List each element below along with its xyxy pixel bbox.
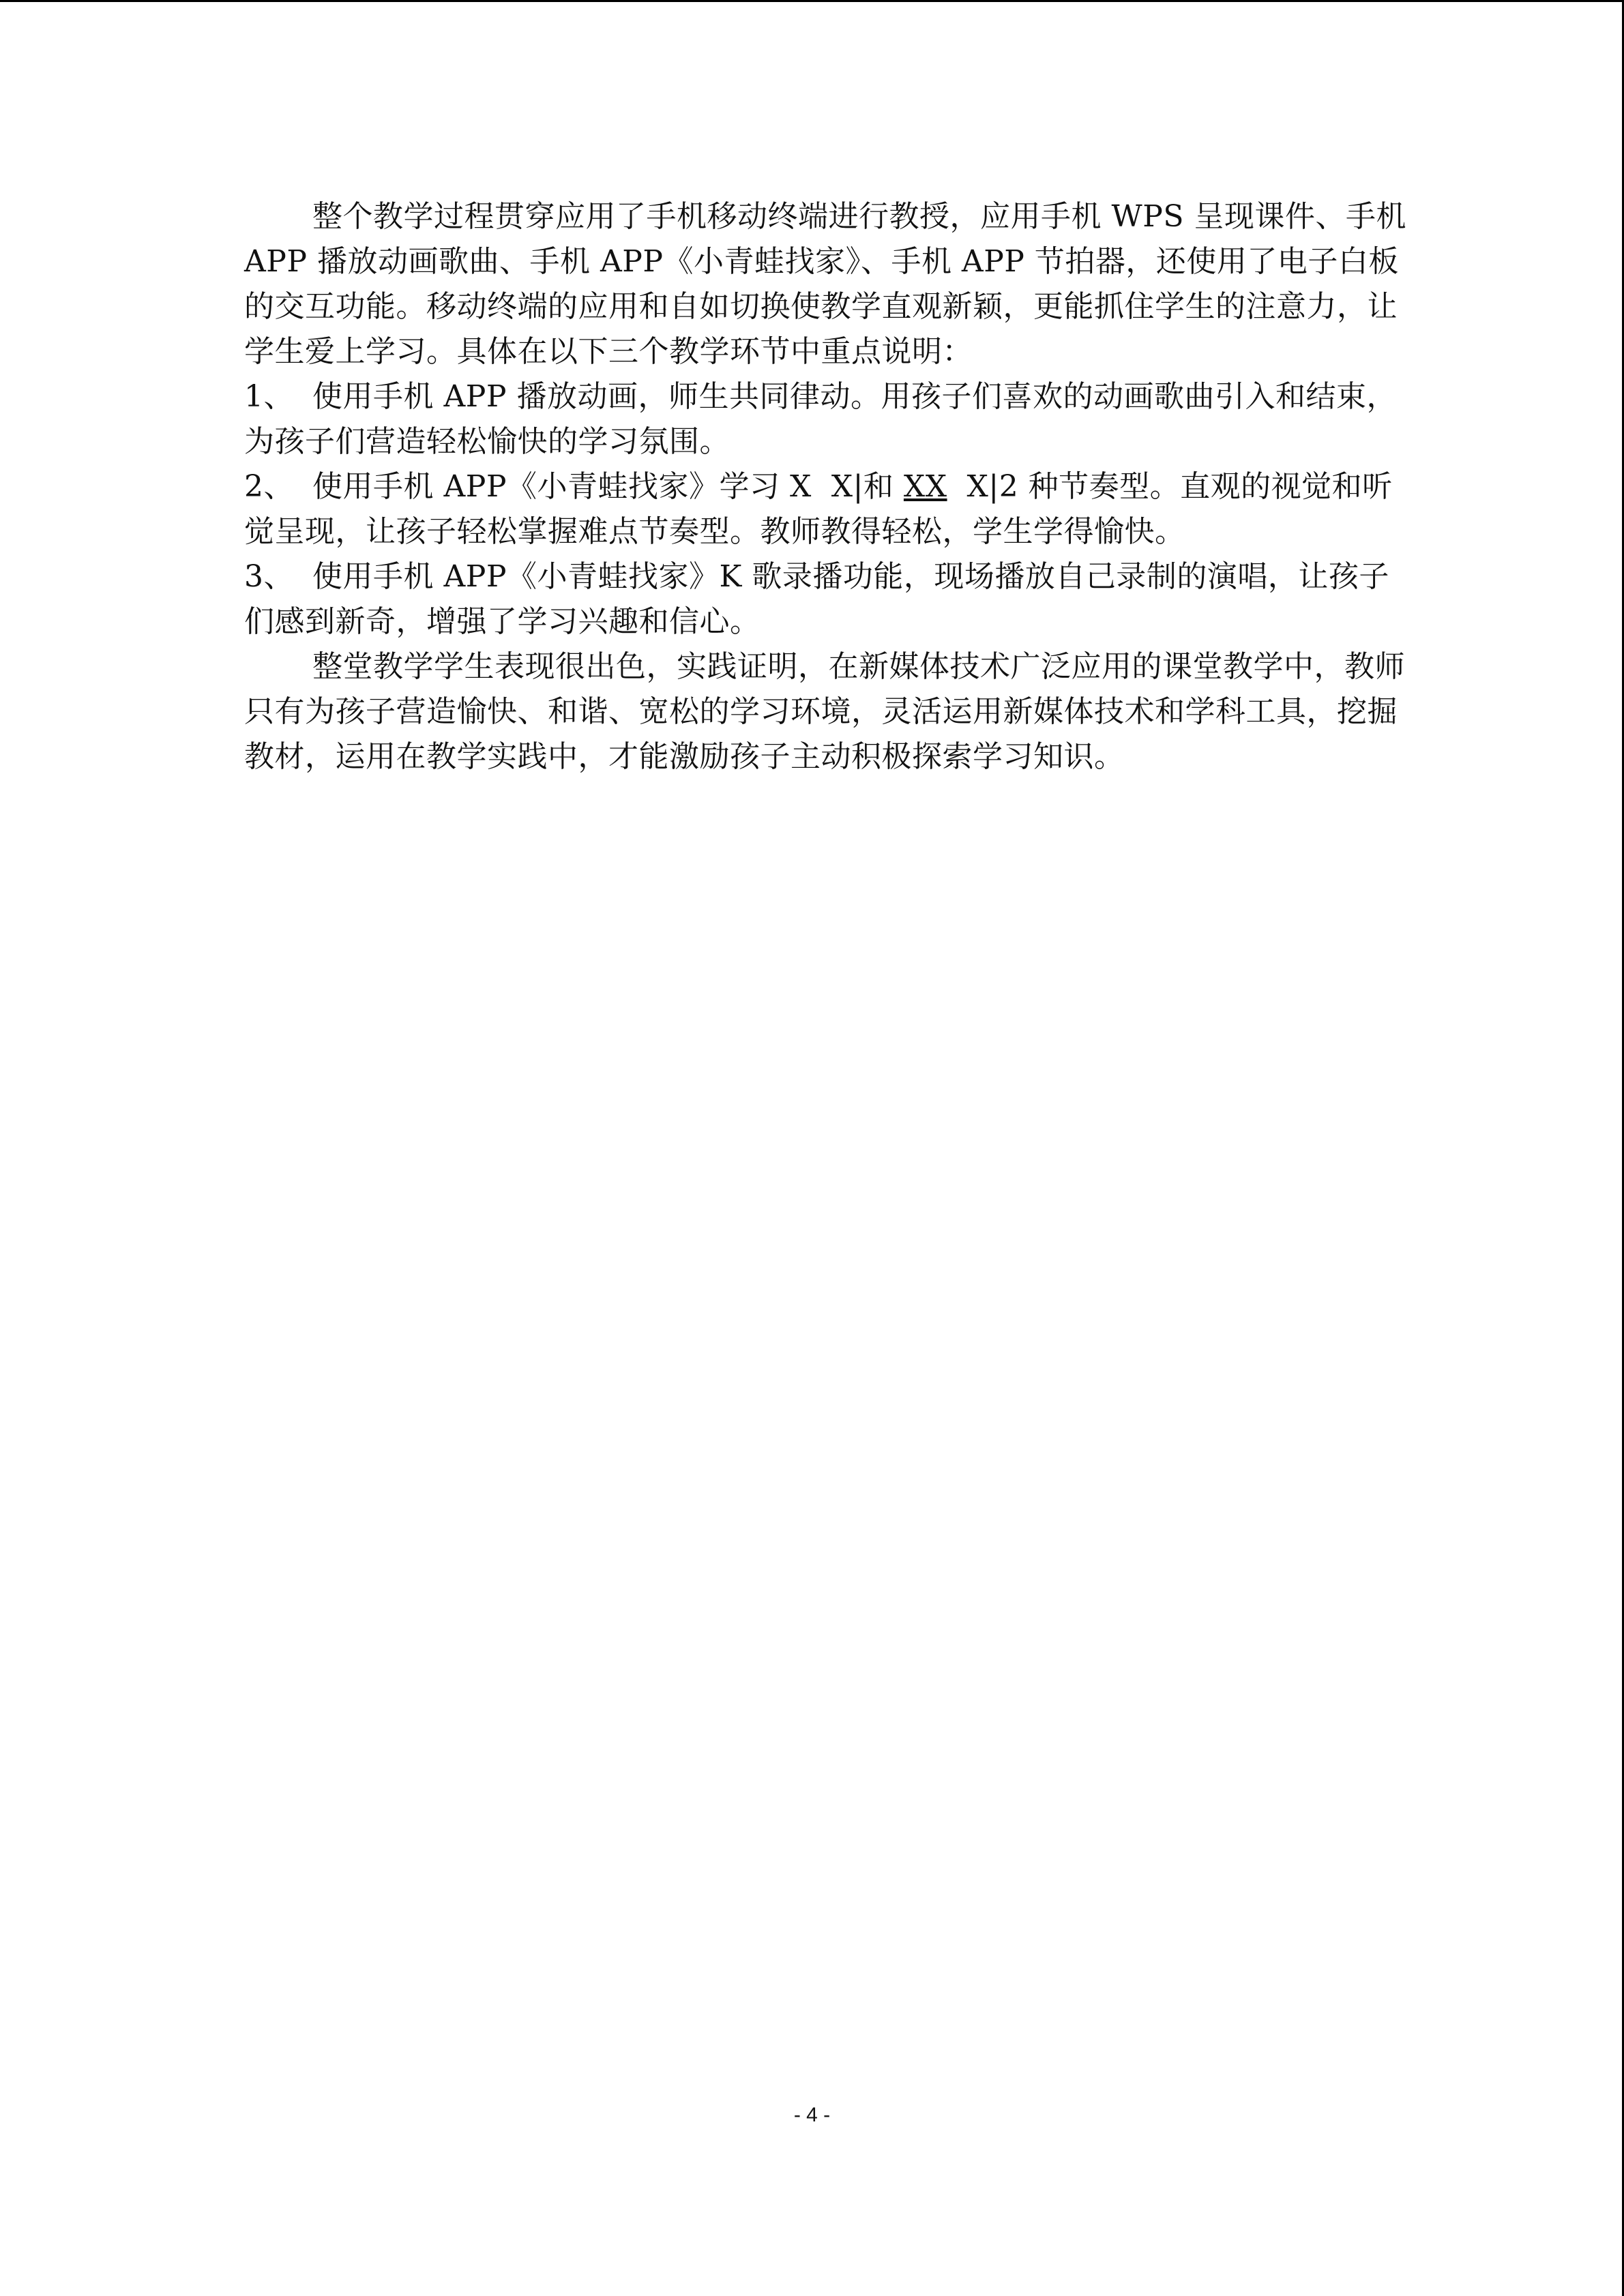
list-number: 2、 [244,469,294,504]
rhythm-pattern-2-underlined: XX [903,469,947,504]
list-item-text-after: 2 种节奏型。直观的视觉和听觉呈现，让孩子轻松掌握难点节奏型。教师教得轻松，学生学得愉快。 [244,469,1393,549]
list-item-1 [244,374,1411,464]
list-item-text: 使用手机 APP 播放动画，师生共同律动。用孩子们喜欢的动画歌曲引入和结束，为孩子们营造轻松愉快的学习氛围。 [244,379,1397,459]
list-item-2 [244,464,1411,554]
conclusion-paragraph: 整堂教学学生表现很出色，实践证明，在新媒体技术广泛应用的课堂教学中，教师只有为孩子营造愉快、和谐、宽松的学习环境，灵活运用新媒体技术和学科工具，挖掘教材，运用在教学实践中，才能激励孩子主动积极探索学习知识。 [244,649,1405,774]
page-border-top [0,0,1624,2]
document-body [244,194,1411,779]
page-number: - 4 - [793,2104,831,2126]
intro-paragraph: 整个教学过程贯穿应用了手机移动终端进行教授，应用手机 WPS 呈现课件、手机 APP 播放动画歌曲、手机 APP《小青蛙找家》、手机 APP 节拍器，还使用了电子白板的交互功能。移动终端的应用和自如切换使教学直观新颖，更能抓住学生的注意力，让学生爱上学习。具体在以下三个教学环节中重点说明： [244,199,1406,369]
rhythm-joiner: 和 [863,469,904,504]
rhythm-pattern-1: X X| [789,469,863,504]
list-item-3 [244,554,1411,644]
list-item-text-before: 使用手机 APP《小青蛙找家》学习 [312,469,790,504]
list-number: 1、 [244,379,294,414]
list-number: 3、 [244,559,294,594]
list-item-text: 使用手机 APP《小青蛙找家》K 歌录播功能，现场播放自己录制的演唱，让孩子们感到新奇，增强了学习兴趣和信心。 [244,559,1389,639]
rhythm-pattern-2-rest: X| [947,469,999,504]
